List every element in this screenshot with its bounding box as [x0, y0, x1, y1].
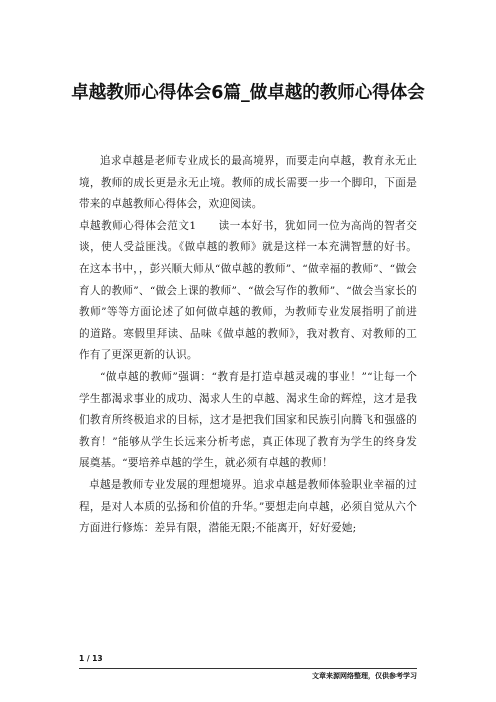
footer-source-note: 文章来源网络整理，仅供参考学习	[312, 672, 417, 680]
paragraph-essay-1: 卓越教师心得体会范文1 读一本好书，犹如同一位为高尚的智者交谈，使人受益匪浅。《做卓越的教师》就是这样一本充满智慧的好书。在这本书中，，彭兴顺大师从“做卓越的教师”、“做幸福的教师”、“做会育人的教师”、“做会上课的教师”、“做会写作的教师”、“做会当家长的教师”等等方面论述了如何做卓越的教师，为教师专业发展指明了前进的道路。寒假里拜读、品味《做卓越的教师》，我对教育、对教师的工作有了更深更新的认识。	[79, 219, 417, 362]
paragraph-intro: 追求卓越是老师专业成长的最高境界，而要走向卓越，教育永无止境，教师的成长更是永无止境。教师的成长需要一步一个脚印，下面是带来的卓越教师心得体会，欢迎阅读。	[79, 155, 417, 211]
document-body	[79, 151, 417, 540]
paragraph-quote: “做卓越的教师”强调：“教育是打造卓越灵魂的事业！”“让每一个学生都渴求事业的成功、渴求人生的卓越、渴求生命的辉煌，这才是我们教育所终极追求的目标，这才是把我们国家和民族引向腾飞和强盛的教育！”能够从学生长远来分析考虑，真正体现了教育为学生的终身发展奠基。“要培养卓越的学生，就必须有卓越的教师！	[79, 370, 417, 470]
footer-divider	[79, 668, 417, 669]
page-number: 1 / 13	[79, 654, 103, 663]
paragraph-excellence: 卓越是教师专业发展的理想境界。追求卓越是教师体验职业幸福的过程，是对人本质的弘扬和价值的升华。”要想走向卓越，必须自觉从六个方面进行修炼：差异有限，潜能无限;不能离开，好好爱她;	[79, 478, 417, 535]
document-title: 卓越教师心得体会6篇_做卓越的教师心得体会	[71, 83, 425, 103]
